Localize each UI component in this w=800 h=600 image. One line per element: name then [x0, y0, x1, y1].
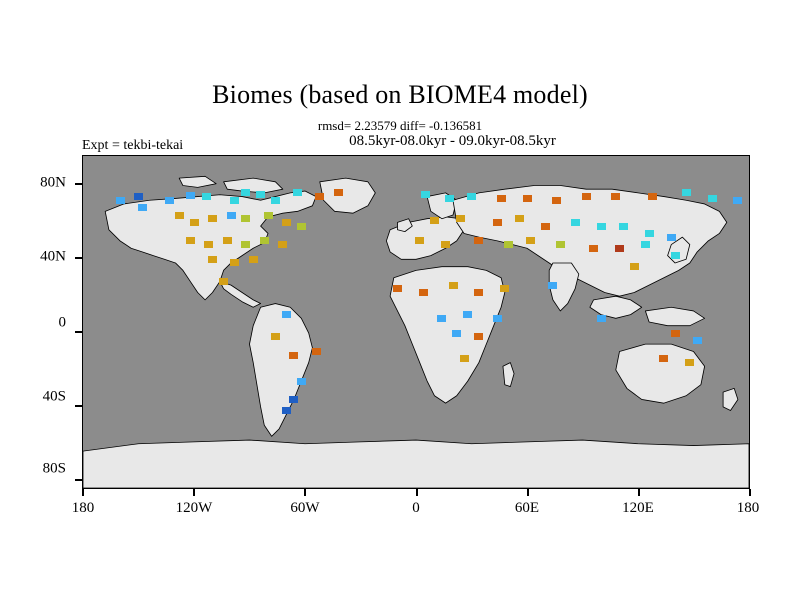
biome-data-point — [693, 337, 702, 344]
ytick-label-40s: 40S — [42, 388, 66, 405]
biome-data-point — [685, 359, 694, 366]
biome-data-point — [282, 407, 291, 414]
biome-data-point — [289, 396, 298, 403]
biome-data-point — [615, 245, 624, 252]
biome-data-point — [249, 256, 258, 263]
biome-data-point — [230, 197, 239, 204]
biome-data-point — [493, 219, 502, 226]
ytick-label-80n: 80N — [40, 174, 66, 191]
biome-data-point — [419, 289, 428, 296]
xtick-label-180e: 180 — [736, 500, 760, 516]
biome-data-point — [659, 355, 668, 362]
biome-data-point — [552, 197, 561, 204]
biome-data-point — [223, 237, 232, 244]
xtick-label-60w: 60W — [290, 500, 320, 516]
biome-data-point — [315, 193, 324, 200]
biome-data-point — [260, 237, 269, 244]
biome-data-point — [264, 212, 273, 219]
biome-data-point — [186, 192, 195, 199]
biome-data-point — [312, 348, 321, 355]
biome-data-point — [297, 223, 306, 230]
biome-data-point — [441, 241, 450, 248]
biome-data-point — [190, 219, 199, 226]
ytick-mark — [75, 257, 82, 259]
biome-data-point — [289, 352, 298, 359]
biome-data-point — [186, 237, 195, 244]
biome-data-point — [256, 191, 265, 198]
biome-data-point — [515, 215, 524, 222]
xtick-mark — [416, 489, 418, 496]
biome-data-point — [667, 234, 676, 241]
biome-data-point — [271, 333, 280, 340]
biome-data-point — [463, 311, 472, 318]
biome-data-point — [500, 285, 509, 292]
xtick-label-180w: 180 — [71, 500, 95, 516]
xtick-mark — [82, 489, 84, 496]
xtick-label-60e: 60E — [514, 500, 540, 516]
xtick-label-120w: 120W — [175, 500, 213, 516]
data-point-layer — [83, 156, 749, 488]
biome-data-point — [504, 241, 513, 248]
biome-data-point — [282, 219, 291, 226]
biome-data-point — [421, 191, 430, 198]
biome-data-point — [526, 237, 535, 244]
biome-data-point — [460, 355, 469, 362]
biome-data-point — [430, 217, 439, 224]
biome-data-point — [456, 215, 465, 222]
xtick-mark — [304, 489, 306, 496]
biome-data-point — [474, 237, 483, 244]
biome-data-point — [138, 204, 147, 211]
biome-data-point — [645, 230, 654, 237]
biome-data-point — [282, 311, 291, 318]
biome-data-point — [641, 241, 650, 248]
biome-data-point — [297, 378, 306, 385]
biome-data-point — [230, 259, 239, 266]
biome-data-point — [134, 193, 143, 200]
biome-data-point — [241, 189, 250, 196]
ytick-label-0: 0 — [58, 314, 66, 331]
biome-data-point — [449, 282, 458, 289]
xtick-mark — [638, 489, 640, 496]
biome-data-point — [116, 197, 125, 204]
biome-data-point — [474, 289, 483, 296]
biome-data-point — [241, 215, 250, 222]
ytick-mark — [75, 183, 82, 185]
biome-data-point — [671, 252, 680, 259]
map-plot-area — [82, 155, 750, 489]
ytick-label-80s: 80S — [42, 460, 66, 477]
xtick-mark — [749, 489, 751, 496]
biome-data-point — [227, 212, 236, 219]
ytick-mark — [75, 331, 82, 333]
biome-data-point — [293, 189, 302, 196]
biome-data-point — [165, 197, 174, 204]
biome-data-point — [334, 189, 343, 196]
biome-data-point — [548, 282, 557, 289]
biome-data-point — [671, 330, 680, 337]
biome-data-point — [204, 241, 213, 248]
biome-data-point — [437, 315, 446, 322]
biome-data-point — [597, 315, 606, 322]
biome-data-point — [452, 330, 461, 337]
biome-data-point — [202, 193, 211, 200]
biome-data-point — [571, 219, 580, 226]
biome-data-point — [208, 215, 217, 222]
ytick-mark — [75, 479, 82, 481]
biome-data-point — [597, 223, 606, 230]
biome-data-point — [415, 237, 424, 244]
biome-data-point — [493, 315, 502, 322]
chart-title: Biomes (based on BIOME4 model) — [212, 80, 588, 109]
biome-data-point — [630, 263, 639, 270]
rmsd-subtitle: rmsd= 2.23579 diff= -0.136581 — [317, 118, 483, 133]
biome-data-point — [467, 193, 476, 200]
biome-data-point — [523, 195, 532, 202]
xtick-mark — [527, 489, 529, 496]
biome-data-point — [733, 197, 742, 204]
biome-data-point — [445, 195, 454, 202]
ytick-label-40n: 40N — [40, 248, 66, 265]
biome-data-point — [556, 241, 565, 248]
biome-data-point — [241, 241, 250, 248]
biome-data-point — [474, 333, 483, 340]
biome-data-point — [582, 193, 591, 200]
biome-data-point — [497, 195, 506, 202]
biome-data-point — [393, 285, 402, 292]
biome-data-point — [175, 212, 184, 219]
biome-data-point — [619, 223, 628, 230]
biome-data-point — [219, 278, 228, 285]
biome-data-point — [682, 189, 691, 196]
xtick-mark — [193, 489, 195, 496]
xtick-label-120e: 120E — [622, 500, 654, 516]
xtick-label-0: 0 — [412, 500, 420, 516]
biome-data-point — [611, 193, 620, 200]
biome-data-point — [708, 195, 717, 202]
biome-data-point — [278, 241, 287, 248]
biome-data-point — [589, 245, 598, 252]
ytick-mark — [75, 405, 82, 407]
biome-data-point — [541, 223, 550, 230]
biome-data-point — [208, 256, 217, 263]
biome-data-point — [648, 193, 657, 200]
biome-data-point — [271, 197, 280, 204]
period-annotation: 08.5kyr-08.0kyr - 09.0kyr-08.5kyr — [349, 133, 556, 149]
experiment-label: Expt = tekbi-tekai — [82, 138, 184, 153]
